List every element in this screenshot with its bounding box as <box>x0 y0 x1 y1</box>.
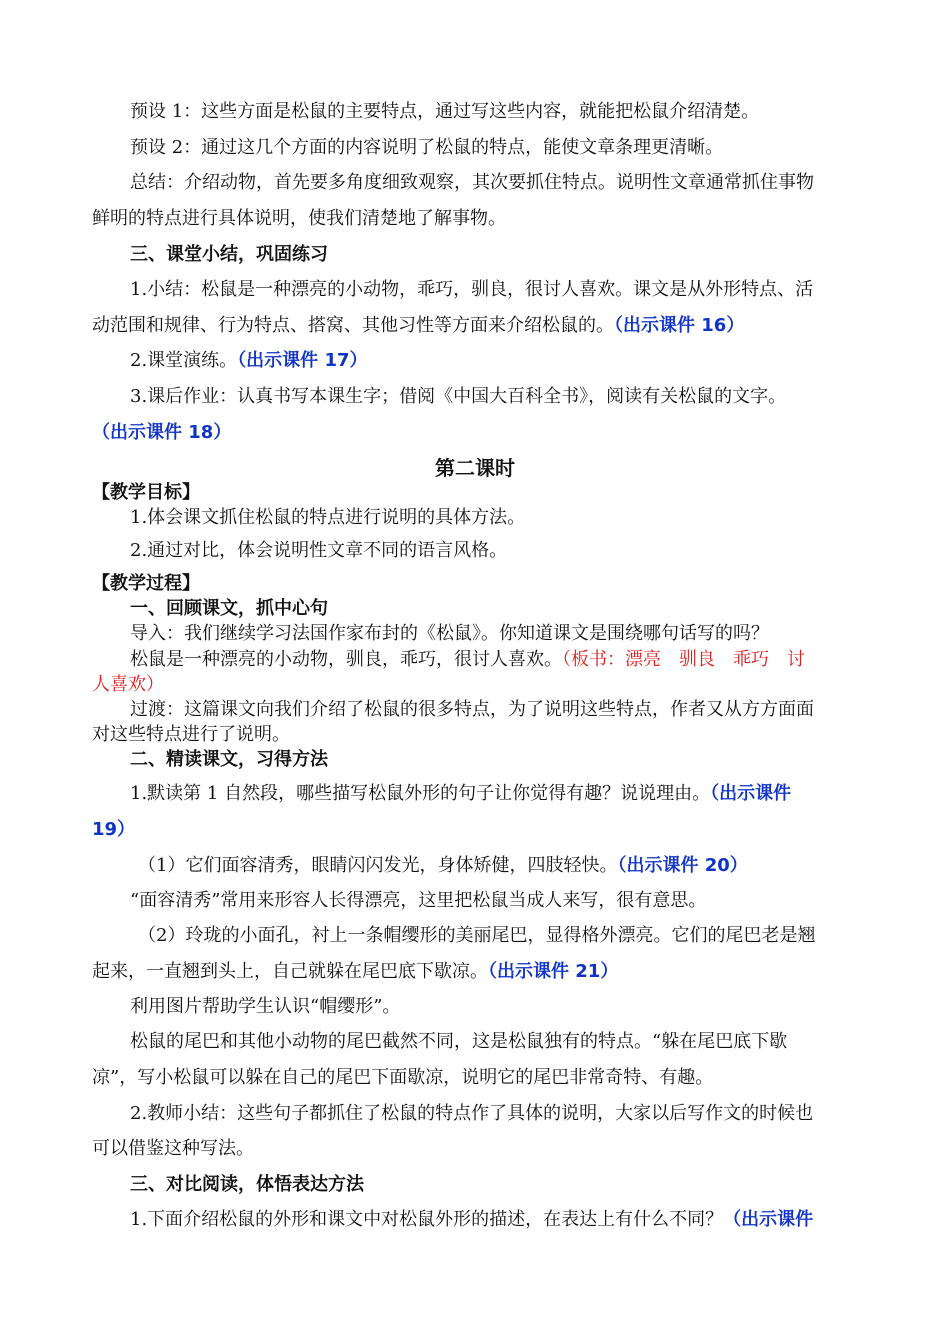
summary-item-2 <box>130 350 368 372</box>
picture-help-line: 利用图片帮助学生认识“帽缨形”。 <box>130 996 401 1017</box>
transition-line-2: 对这些特点进行了说明。 <box>92 724 290 745</box>
board-note: （板书：漂亮 驯良 乖巧 讨 <box>562 649 805 670</box>
reading-task-1 <box>130 783 791 805</box>
courseware-ref-20: （出示课件 20） <box>617 855 748 876</box>
courseware-ref-19-cont: 19） <box>92 819 136 840</box>
quote-1-text: （1）它们面容清秀，眼睛闪闪发光，身体矫健，四肢轻快。 <box>138 855 618 876</box>
summary-item-1-text: 动范围和规律、行为特点、搭窝、其他习性等方面来介绍松鼠的。 <box>92 315 614 336</box>
intro-line: 导入：我们继续学习法国作家布封的《松鼠》。你知道课文是围绕哪句话写的吗？ <box>130 623 769 644</box>
courseware-ref-19-part: （出示课件 <box>710 783 792 804</box>
courseware-ref-18: （出示课件 18） <box>92 422 232 443</box>
central-sentence-line-1 <box>130 649 805 671</box>
preset-1: 预设 1：这些方面是松鼠的主要特点，通过写这些内容，就能把松鼠介绍清楚。 <box>130 101 760 122</box>
goal-2: 2.通过对比，体会说明性文章不同的语言风格。 <box>130 540 508 561</box>
summary-line-2: 鲜明的特点进行具体说明，使我们清楚地了解事物。 <box>92 208 506 229</box>
quote-1-comment: “面容清秀”常用来形容人长得漂亮，这里把松鼠当成人来写，很有意思。 <box>130 890 707 911</box>
summary-item-3: 3.课后作业：认真书写本课生字；借阅《中国大百科全书》，阅读有关松鼠的文字。 <box>130 386 787 407</box>
heading-teaching-process: 【教学过程】 <box>92 573 200 594</box>
courseware-ref-part: （出示课件 <box>723 1209 814 1230</box>
quote-2-line-2 <box>92 961 618 983</box>
transition-line-1: 过渡：这篇课文向我们介绍了松鼠的很多特点，为了说明这些特点，作者又从方方面面 <box>130 699 814 720</box>
tail-comment-line-1: 松鼠的尾巴和其他小动物的尾巴截然不同，这是松鼠独有的特点。“躲在尾巴底下歇 <box>130 1031 788 1052</box>
section-heading-close-reading: 二、精读课文，习得方法 <box>130 749 328 770</box>
courseware-ref-16: （出示课件 16） <box>614 315 745 336</box>
section-heading-comparison: 三、对比阅读，体悟表达方法 <box>130 1174 364 1195</box>
courseware-ref-17: （出示课件 17） <box>237 350 368 371</box>
reading-task-1-text: 1.默读第 1 自然段，哪些描写松鼠外形的句子让你觉得有趣？说说理由。 <box>130 783 711 804</box>
summary-item-1-line-1: 1.小结：松鼠是一种漂亮的小动物，乖巧，驯良，很讨人喜欢。课文是从外形特点、活 <box>130 279 814 300</box>
goal-1: 1.体会课文抓住松鼠的特点进行说明的具体方法。 <box>130 507 526 528</box>
teacher-summary-line-2: 可以借鉴这种写法。 <box>92 1138 254 1159</box>
board-note-cont: 人喜欢） <box>92 674 164 695</box>
teacher-summary-line-1: 2.教师小结：这些句子都抓住了松鼠的特点作了具体的说明，大家以后写作文的时候也 <box>130 1103 814 1124</box>
central-sentence: 松鼠是一种漂亮的小动物，驯良，乖巧，很讨人喜欢。 <box>130 649 562 670</box>
heading-teaching-goals: 【教学目标】 <box>92 482 200 503</box>
tail-comment-line-2: 凉”，写小松鼠可以躲在自己的尾巴下面歇凉，说明它的尾巴非常奇特、有趣。 <box>92 1067 714 1088</box>
comparison-task-1 <box>130 1209 813 1231</box>
section-heading-review: 一、回顾课文，抓中心句 <box>130 598 328 619</box>
lesson-title: 第二课时 <box>435 456 515 480</box>
summary-item-1-line-2 <box>92 315 744 337</box>
comparison-task-1-text: 1.下面介绍松鼠的外形和课文中对松鼠外形的描述，在表达上有什么不同？ <box>130 1209 724 1230</box>
quote-1 <box>138 855 748 877</box>
summary-item-2-text: 2.课堂演练。 <box>130 350 238 371</box>
preset-2: 预设 2：通过这几个方面的内容说明了松鼠的特点，能使文章条理更清晰。 <box>130 137 724 158</box>
courseware-ref-21: （出示课件 21） <box>488 961 619 982</box>
quote-2-line-1: （2）玲珑的小面孔，衬上一条帽缨形的美丽尾巴，显得格外漂亮。它们的尾巴老是翘 <box>138 925 816 946</box>
summary-line-1: 总结：介绍动物，首先要多角度细致观察，其次要抓住特点。说明性文章通常抓住事物 <box>130 172 814 193</box>
section-heading-class-summary: 三、课堂小结，巩固练习 <box>130 244 328 265</box>
quote-2-text: 起来，一直翘到头上，自己就躲在尾巴底下歇凉。 <box>92 961 488 982</box>
